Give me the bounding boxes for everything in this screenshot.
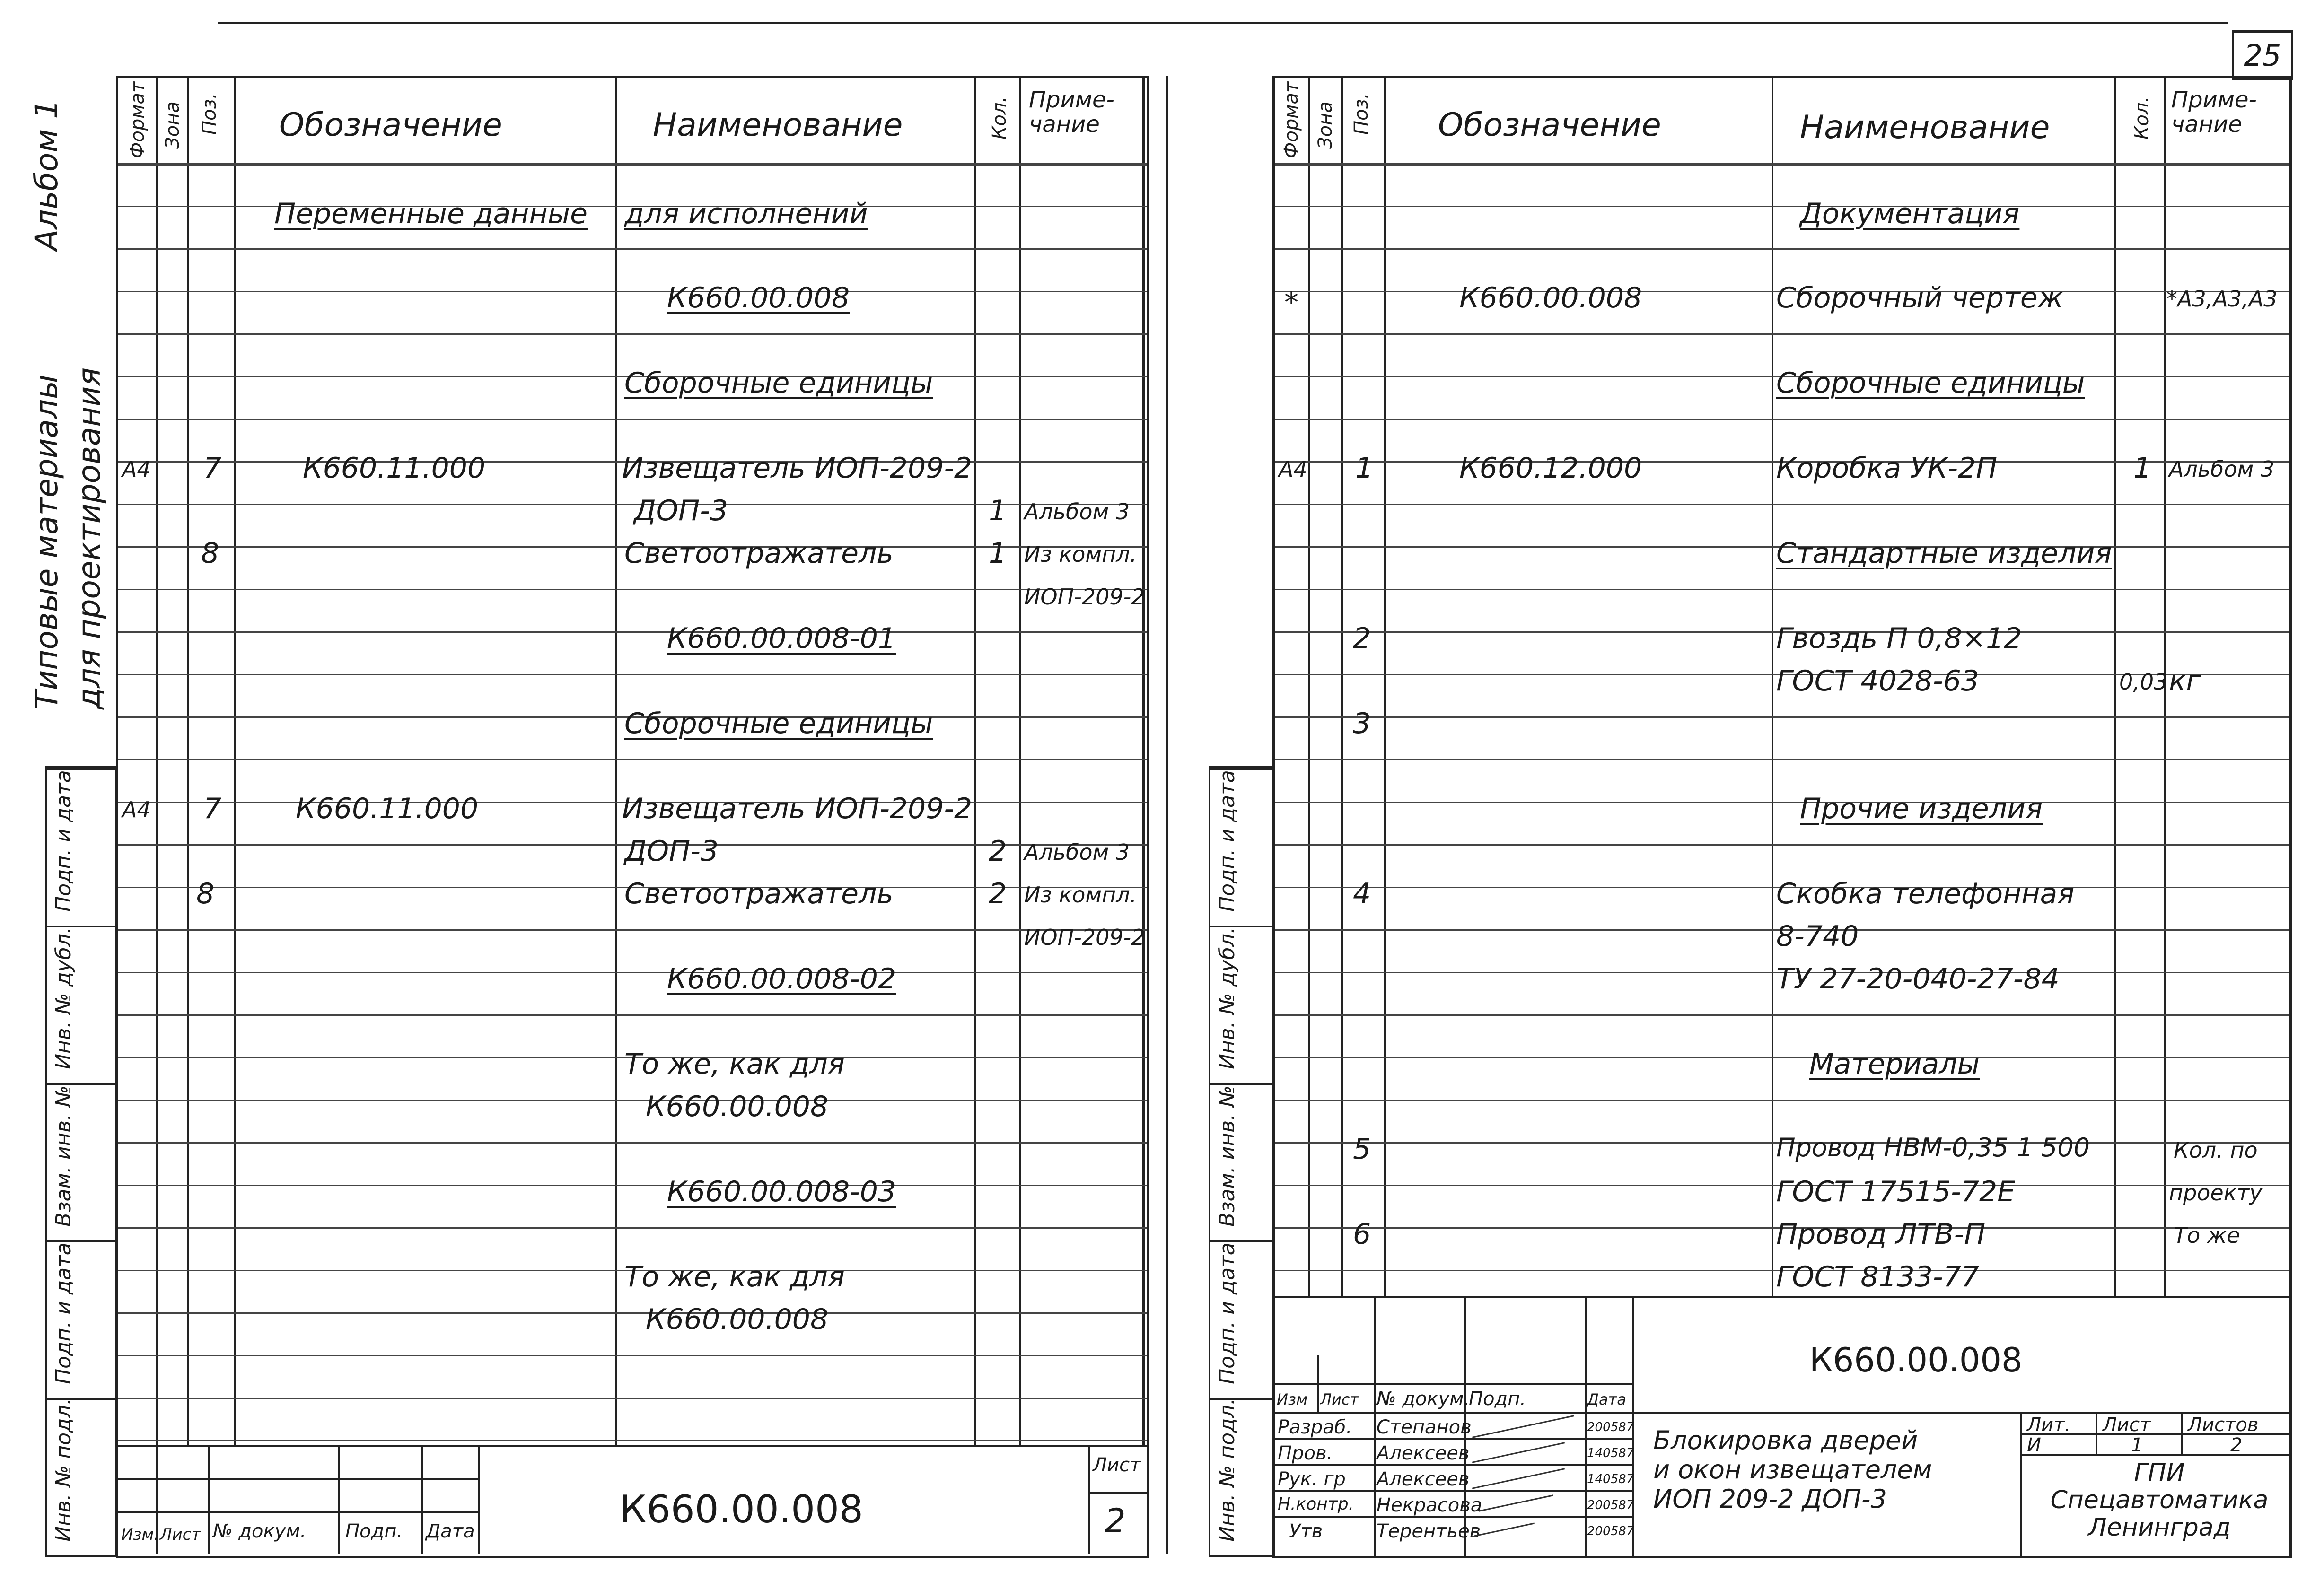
row-line (1275, 802, 2289, 803)
right-r7-format: А4 (1279, 456, 1307, 482)
row-line (118, 248, 1147, 250)
right-r23-name: Провод НВМ-0,35 1 500 (1776, 1133, 2090, 1162)
r-stamp-role-0: Разраб. (1278, 1416, 1352, 1438)
right-side-strip: Подп. и дата Инв. № дубл. Взам. инв. № Подп. и дата Инв. № подл. (1209, 766, 1274, 1557)
row-line (1275, 844, 2289, 846)
r-stamp-date-2: 140587 (1587, 1472, 1634, 1486)
left-variable-data: Переменные данные (274, 197, 588, 230)
r-stamp-lit-label: Лит. (2027, 1414, 2071, 1436)
left-r15-format: А4 (122, 797, 151, 822)
right-r24-name: ГОСТ 17515-72Е (1776, 1175, 2016, 1208)
left-stamp-izm: Изм. (121, 1525, 159, 1544)
r-stamp-sheet-label: Лист (2103, 1414, 2151, 1436)
right-r7-designation: К660.12.000 (1459, 452, 1642, 485)
row-line (118, 1100, 1147, 1101)
hdr-note: Приме- чание (1029, 87, 1114, 138)
right-section-docs: Документация (1800, 197, 2020, 230)
hdr-qty: Кол. (989, 96, 1010, 140)
row-line (1275, 589, 2289, 590)
left-r15-pos: 7 (203, 792, 222, 825)
center-divider (1166, 76, 1168, 1554)
left-r15-name: Извещатель ИОП-209-2 (622, 792, 973, 825)
right-r3-designation: К660.00.008 (1459, 281, 1642, 314)
left-for-versions: для исполнений (624, 197, 868, 230)
row-line (118, 1142, 1147, 1144)
right-r7-pos: 1 (1355, 452, 1374, 485)
r-hdr-name: Наименование (1800, 109, 2050, 146)
signature-mark-1 (1472, 1442, 1565, 1463)
r-stamp-name-4: Терентьев (1377, 1520, 1481, 1542)
row-line (118, 589, 1147, 590)
row-line (1275, 1100, 2289, 1101)
right-r3-note: *А3,А3,А3 (2166, 286, 2278, 312)
left-r9-name: Светоотражатель (624, 537, 894, 570)
strip-cell-sign-date2: Подп. и дата (47, 1240, 115, 1400)
left-section-assembly-1: Сборочные единицы (624, 367, 933, 400)
r-hdr-note: Приме- чание (2171, 87, 2257, 138)
hdr-designation: Обозначение (279, 106, 502, 144)
right-r12-note: кг (2169, 664, 2201, 698)
row-line (118, 929, 1147, 931)
signature-mark-0 (1472, 1415, 1574, 1438)
r-stamp-date-0: 200587 (1587, 1420, 1634, 1434)
right-stamp-designation: К660.00.008 (1809, 1341, 2023, 1380)
right-r13-pos: 3 (1353, 707, 1371, 740)
r-stamp-date: Дата (1587, 1390, 1626, 1408)
left-side-strip (45, 766, 117, 1557)
right-stamp-org: ГПИ Спецавтоматика Ленинград (2050, 1459, 2269, 1542)
left-r7-name: Извещатель ИОП-209-2 (622, 452, 973, 485)
r-stamp-sheets-label: Листов (2188, 1414, 2259, 1436)
right-r25-pos: 6 (1353, 1218, 1371, 1251)
strip-cell-sign-date: Подп. и дата (47, 768, 115, 927)
row-line (1275, 716, 2289, 718)
left-stamp-sign: Подп. (345, 1520, 403, 1542)
row-line (118, 291, 1147, 292)
signature-mark-4 (1474, 1523, 1535, 1537)
left-r26-name: К660.00.008 (646, 1303, 829, 1336)
left-r15-designation: К660.11.000 (296, 792, 479, 825)
side-title-album: Альбом 1 (28, 99, 65, 251)
page-number: 25 (2232, 30, 2293, 80)
r-hdr-designation: Обозначение (1438, 106, 1661, 144)
right-spec-table (1272, 76, 2292, 1558)
row-line (1275, 504, 2289, 505)
left-r9-note: Из компл. (1024, 542, 1137, 567)
left-r7-pos: 7 (203, 452, 222, 485)
right-section-materials: Материалы (1809, 1048, 1980, 1081)
right-stamp-title: Блокировка дверей и окон извещателем ИОП 209-2 ДОП-3 (1653, 1425, 1932, 1514)
left-r16-qty: 2 (989, 835, 1007, 868)
r-stamp-role-1: Пров. (1278, 1442, 1333, 1464)
row-line (118, 333, 1147, 335)
hdr-pos: Поз. (199, 93, 220, 135)
left-stamp-designation: К660.00.008 (620, 1487, 863, 1531)
r-stamp-name-0: Степанов (1377, 1416, 1472, 1438)
right-r25-note: То же (2174, 1223, 2240, 1248)
row-line (1275, 759, 2289, 760)
left-r8-name: ДОП-3 (634, 494, 728, 527)
row-line (118, 631, 1147, 633)
left-r25-name: То же, как для (624, 1260, 845, 1293)
left-r9-qty: 1 (989, 537, 1007, 570)
row-line (118, 1398, 1147, 1399)
r-stamp-name-1: Алексеев (1377, 1442, 1470, 1464)
right-section-assembly: Сборочные единицы (1776, 367, 2085, 400)
row-line (118, 1014, 1147, 1016)
left-r16-note: Альбом 3 (1024, 839, 1130, 865)
row-line (1275, 333, 2289, 335)
row-line (118, 1312, 1147, 1314)
r-hdr-qty: Кол. (2131, 96, 2153, 140)
hdr-name: Наименование (653, 106, 903, 144)
signature-mark-3 (1479, 1494, 1553, 1511)
right-r12-qty: 0,03 (2119, 669, 2168, 695)
r-stamp-sheets: 2 (2230, 1434, 2243, 1456)
left-stamp-list: Лист (160, 1525, 201, 1544)
right-r23-pos: 5 (1353, 1133, 1371, 1166)
row-line (118, 419, 1147, 420)
r-stamp-list: Лист (1320, 1390, 1359, 1408)
left-stamp-doc: № докум. (213, 1520, 307, 1542)
left-stamp-sheet-label: Лист (1093, 1454, 1141, 1476)
left-stamp-date: Дата (426, 1520, 475, 1542)
left-r8-note: Альбом 3 (1024, 499, 1130, 524)
top-border-line (218, 22, 2228, 24)
right-r17-pos: 4 (1353, 877, 1371, 910)
r-hdr-format: Формат (1280, 81, 1302, 158)
left-r17-name: Светоотражатель (624, 877, 894, 910)
right-section-other: Прочие изделия (1800, 792, 2043, 825)
r-stamp-sign: Подп. (1469, 1388, 1526, 1410)
left-section-assembly-2: Сборочные единицы (624, 707, 933, 740)
left-r17-note: Из компл. (1024, 882, 1137, 908)
r-hdr-zone: Зона (1315, 101, 1336, 149)
r-hdr-pos: Поз. (1351, 93, 1372, 135)
r-stamp-name-3: Некрасова (1377, 1494, 1482, 1516)
hdr-zone: Зона (162, 101, 184, 149)
right-r3-name: Сборочный чертеж (1776, 281, 2063, 314)
row-line (118, 1440, 1147, 1441)
left-r21-name: То же, как для (624, 1048, 845, 1081)
left-r17-qty: 2 (989, 877, 1007, 910)
signature-mark-2 (1472, 1468, 1565, 1489)
r-stamp-lit: И (2027, 1434, 2041, 1456)
strip-cell-dup: Инв. № дубл. (47, 926, 115, 1085)
r-stamp-name-2: Алексеев (1377, 1468, 1470, 1490)
right-r25-name: Провод ЛТВ-П (1776, 1218, 1986, 1251)
right-r26-name: ГОСТ 8133-77 (1776, 1260, 1979, 1293)
row-line (1275, 1014, 2289, 1016)
left-r16-name: ДОП-3 (624, 835, 719, 868)
r-stamp-role-4: Утв (1289, 1520, 1323, 1542)
row-line (1275, 1057, 2289, 1058)
left-variant-3: К660.00.008-03 (667, 1175, 896, 1208)
row-line (1275, 248, 2289, 250)
r-stamp-sheet: 1 (2131, 1434, 2143, 1456)
r-stamp-role-2: Рук. гр (1278, 1468, 1346, 1490)
left-r18-note: ИОП-209-2 (1024, 925, 1145, 950)
row-line (118, 1355, 1147, 1356)
right-r24-note: проекту (2169, 1180, 2263, 1205)
right-r7-note: Альбом 3 (2169, 456, 2275, 482)
right-r23-note: Кол. по (2174, 1137, 2258, 1163)
row-line (118, 1185, 1147, 1186)
side-title-line2: для проектирования (71, 367, 107, 709)
left-spec-table (116, 76, 1149, 1558)
right-r7-name: Коробка УК-2П (1776, 452, 1998, 485)
right-r19-name: ТУ 27-20-040-27-84 (1776, 962, 2060, 996)
r-stamp-date-4: 200587 (1587, 1524, 1634, 1538)
r-stamp-izm: Изм (1277, 1390, 1308, 1408)
left-variant-2: К660.00.008-02 (667, 962, 896, 996)
r-stamp-date-3: 200587 (1587, 1498, 1634, 1512)
side-title-line1: Типовые материалы (28, 374, 65, 709)
right-r7-qty: 1 (2133, 452, 2152, 485)
left-r7-format: А4 (122, 456, 151, 482)
right-r17-name: Скобка телефонная (1776, 877, 2075, 910)
hdr-format: Формат (127, 81, 149, 158)
left-r10-note: ИОП-209-2 (1024, 584, 1145, 610)
row-line (118, 759, 1147, 760)
row-line (1275, 419, 2289, 420)
right-r12-name: ГОСТ 4028-63 (1776, 664, 1979, 698)
right-r18-name: 8-740 (1776, 920, 1859, 953)
strip-cell-replace: Взам. инв. № (47, 1083, 115, 1242)
row-line (118, 674, 1147, 675)
r-stamp-date-1: 140587 (1587, 1446, 1634, 1460)
left-r9-pos: 8 (201, 537, 219, 570)
right-r3-format: * (1284, 286, 1298, 319)
left-r8-qty: 1 (989, 494, 1007, 527)
r-stamp-doc: № докум. (1377, 1388, 1470, 1410)
row-line (118, 972, 1147, 973)
left-r22-name: К660.00.008 (646, 1090, 829, 1123)
right-r11-pos: 2 (1353, 622, 1371, 655)
left-r17-pos: 8 (196, 877, 215, 910)
row-line (118, 1227, 1147, 1229)
right-section-standard: Стандартные изделия (1776, 537, 2112, 570)
row-line (1275, 206, 2289, 207)
left-variant-0: К660.00.008 (667, 281, 850, 314)
left-stamp-sheet-no: 2 (1105, 1502, 1126, 1540)
right-r11-name: Гвоздь П 0,8×12 (1776, 622, 2022, 655)
strip-cell-inv: Инв. № подл. (47, 1398, 115, 1557)
left-variant-1: К660.00.008-01 (667, 622, 896, 655)
left-r7-designation: К660.11.000 (303, 452, 486, 485)
r-stamp-role-3: Н.контр. (1278, 1494, 1354, 1514)
